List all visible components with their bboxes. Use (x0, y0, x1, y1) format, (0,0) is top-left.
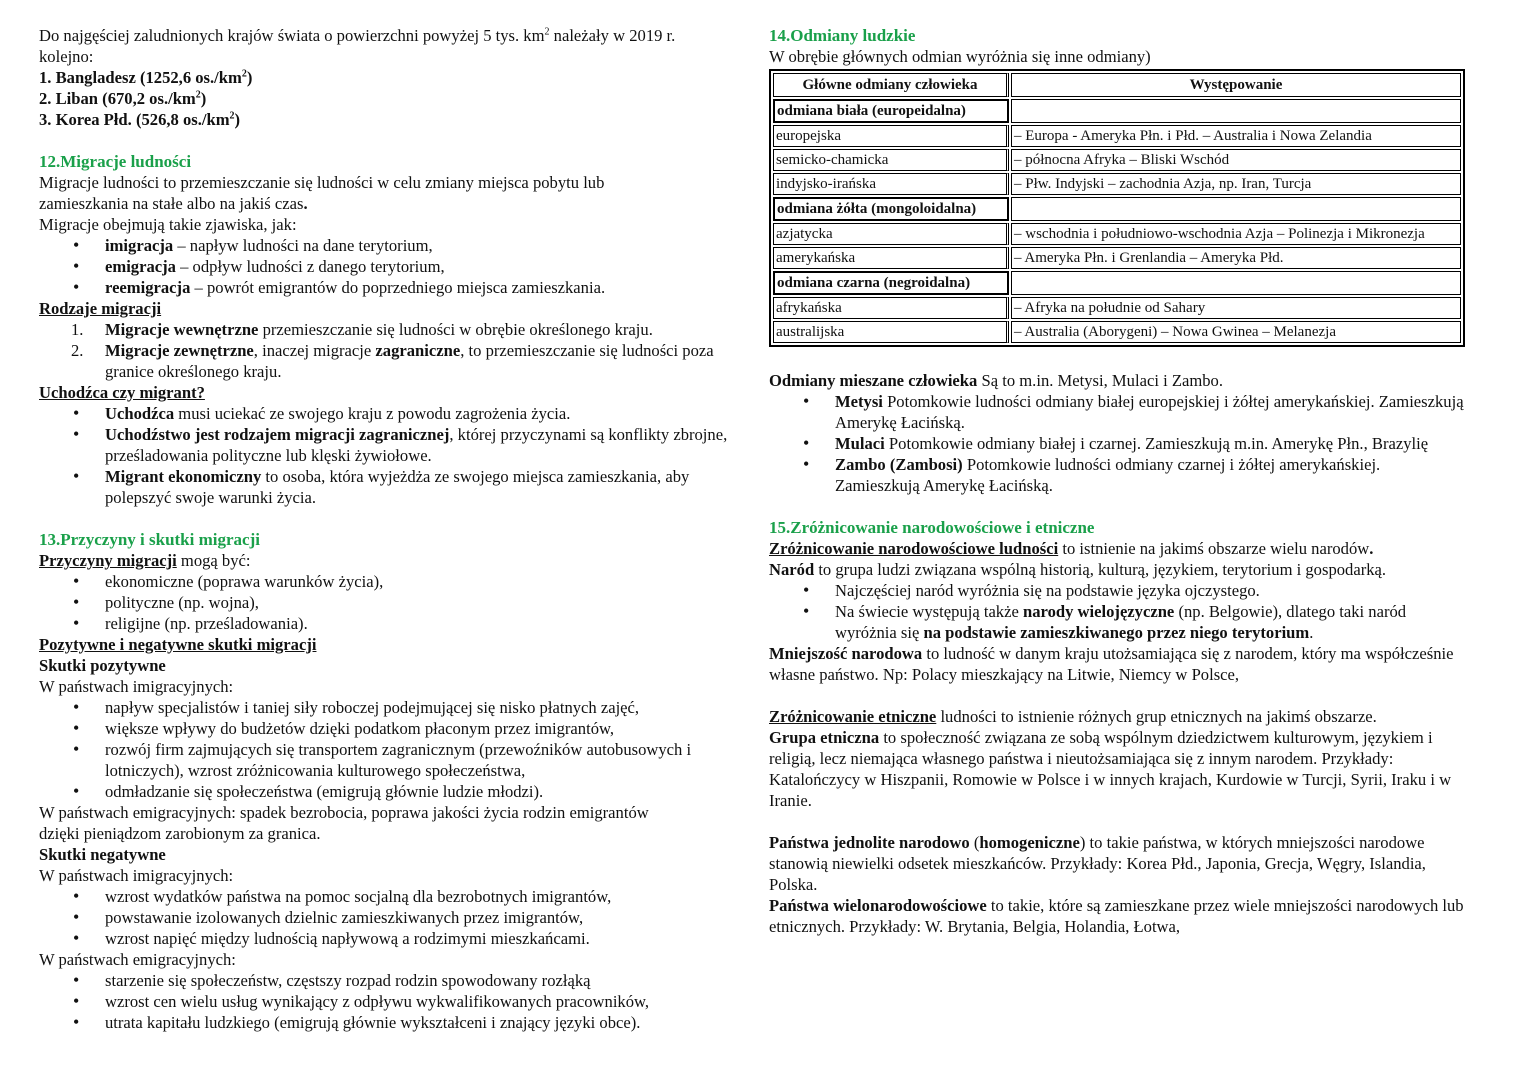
table-cell: – Ameryka Płn. i Grenlandia – Ameryka Płd. (1011, 247, 1461, 269)
list-item: • wzrost cen wielu usług wynikający z odpływu wykwalifikowanych pracowników, (105, 991, 751, 1012)
table-cell: – Afryka na południe od Sahary (1011, 297, 1461, 319)
list-item: • ekonomiczne (poprawa warunków życia), (105, 571, 751, 592)
list-item: • Zambo (Zambosi) Potomkowie ludności odmiany czarnej i żółtej amerykańskiej. Zamieszkują Amerykę Łacińską. (835, 454, 1469, 496)
causes-list (39, 571, 751, 634)
refugee-list (39, 403, 751, 508)
migration-definition-2: zamieszkania na stałe albo na jakiś czas. (39, 194, 308, 213)
table-row (773, 99, 1461, 123)
left-column (39, 25, 751, 1033)
list-item: • emigracja – odpływ ludności z danego terytorium, (105, 256, 751, 277)
migration-definition: Migracje ludności to przemieszczanie się ludności w celu zmiany miejsca pobytu lub (39, 173, 605, 192)
list-item: • Na świecie występują także narody wielojęzyczne (np. Belgowie), dlatego taki naród wyróżnia się na podstawie zamieszkiwanego przez niego terytorium. (835, 601, 1469, 643)
effects-heading: Pozytywne i negatywne skutki migracji (39, 635, 317, 654)
table-cell (1011, 99, 1461, 123)
mixed-races-intro: Odmiany mieszane człowieka Są to m.in. Metysi, Mulaci i Zambo. (769, 371, 1223, 390)
table-row (773, 297, 1461, 319)
list-item: • Migrant ekonomiczny to osoba, która wyjeżdża ze swojego miejsca zamieszkania, aby polepszyć swoje warunki życia. (105, 466, 751, 508)
table-header-cell: Występowanie (1011, 73, 1461, 97)
ranking-item: 1. Bangladesz (1252,6 $os./km^2$) (39, 68, 253, 87)
migration-phenomena-intro: Migracje obejmują takie zjawiska, jak: (39, 215, 297, 234)
intro-text: Do najgęściej zaludnionych krajów świata o powierzchni powyżej 5 tys. $km^2$ należały w 2019 r. (39, 26, 676, 45)
table-cell: – Europa - Ameryka Płn. i Płd. – Australia i Nowa Zelandia (1011, 125, 1461, 147)
national-minority-definition: Mniejszość narodowa to ludność w danym kraju utożsamiająca się z narodem, który ma współcześnie własne państwo. Np: Polacy mieszkający na Litwie, Niemcy w Polsce, (769, 644, 1454, 684)
mixed-races-list (769, 391, 1469, 496)
homogeneous-states-definition: Państwa jednolite narodowo (homogeniczne) to takie państwa, w których mniejszości narodowe stanowią niewielki odsetek mieszkańców. Przykłady: Korea Płd., Japonia, Grecja, Węgry, Islandia, Polska. (769, 833, 1426, 894)
list-item: • wzrost wydatków państwa na pomoc socjalną dla bezrobotnych imigrantów, (105, 886, 751, 907)
table-cell: odmiana biała (europeidalna) (773, 99, 1009, 123)
list-item: • utrata kapitału ludzkiego (emigrują głównie wykształceni i znający języki obce). (105, 1012, 751, 1033)
negative-emigration-list (39, 970, 751, 1033)
table-cell: afrykańska (773, 297, 1009, 319)
list-item: • reemigracja – powrót emigrantów do poprzedniego miejsca zamieszkania. (105, 277, 751, 298)
table-header-cell: Główne odmiany człowieka (773, 73, 1009, 97)
table-cell: amerykańska (773, 247, 1009, 269)
migration-types-list (39, 319, 751, 382)
table-cell: semicko-chamicka (773, 149, 1009, 171)
list-item: • Najczęściej naród wyróżnia się na podstawie języka ojczystego. (835, 580, 1469, 601)
table-row (773, 247, 1461, 269)
multinational-states-definition: Państwa wielonarodowościowe to takie, które są zamieszkane przez wiele mniejszości narodowych lub etnicznych. Przykłady: W. Brytania, Belgia, Holandia, Łotwa, (769, 896, 1464, 936)
human-races-table (769, 69, 1465, 347)
table-cell: – Australia (Aborygeni) – Nowa Gwinea – Melanezja (1011, 321, 1461, 343)
section-15-heading: 15.Zróżnicowanie narodowościowe i etniczne (769, 518, 1095, 537)
national-diversity-definition: Zróżnicowanie narodowościowe ludności to istnienie na jakimś obszarze wielu narodów. (769, 539, 1374, 558)
table-row (773, 197, 1461, 221)
table-cell: odmiana żółta (mongoloidalna) (773, 197, 1009, 221)
table-row (773, 125, 1461, 147)
table-row (773, 223, 1461, 245)
section-14-subtitle: W obrębie głównych odmian wyróżnia się inne odmiany) (769, 47, 1151, 66)
immigration-countries-label: W państwach imigracyjnych: (39, 677, 234, 696)
positive-effects-heading: Skutki pozytywne (39, 656, 166, 675)
table-cell: odmiana czarna (negroidalna) (773, 271, 1009, 295)
positive-immigration-list (39, 697, 751, 802)
list-item: • imigracja – napływ ludności na dane terytorium, (105, 235, 751, 256)
list-item: • Uchodźca musi uciekać ze swojego kraju z powodu zagrożenia życia. (105, 403, 751, 424)
list-item: • Metysi Potomkowie ludności odmiany białej europejskiej i żółtej amerykańskiej. Zamieszkują Amerykę Łacińską. (835, 391, 1469, 433)
section-14-heading: 14.Odmiany ludzkie (769, 26, 916, 45)
list-item: • powstawanie izolowanych dzielnic zamieszkiwanych przez imigrantów, (105, 907, 751, 928)
table-cell: azjatycka (773, 223, 1009, 245)
ranking-item: 3. Korea Płd. (526,8 $os./km^2$) (39, 110, 241, 129)
list-item: • religijne (np. prześladowania). (105, 613, 751, 634)
table-cell: europejska (773, 125, 1009, 147)
refugee-or-migrant-heading: Uchodźca czy migrant? (39, 383, 205, 402)
list-item: 2. Migracje zewnętrzne, inaczej migracje zagraniczne, to przemieszczanie się ludności poza granice określonego kraju. (71, 341, 714, 381)
causes-intro: Przyczyny migracji mogą być: (39, 551, 251, 570)
ethnic-diversity-definition: Zróżnicowanie etniczne ludności to istnienie różnych grup etnicznych na jakimś obszarze. (769, 707, 1377, 726)
emigration-countries-label: W państwach emigracyjnych: (39, 950, 236, 969)
list-item: • rozwój firm zajmujących się transportem zagranicznym (przewoźników autobusowych i lotniczych), wzrost zróżnicowania kulturowego społeczeństwa, (105, 739, 751, 781)
list-item: 1. Migracje wewnętrzne przemieszczanie się ludności w obrębie określonego kraju. (71, 320, 653, 339)
table-cell: – wschodnia i południowo-wschodnia Azja – Polinezja i Mikronezja (1011, 223, 1461, 245)
table-row (773, 271, 1461, 295)
ranking-item: 2. Liban (670,2 $os./km^2$) (39, 89, 207, 108)
table-header-row (773, 73, 1461, 97)
table-row (773, 149, 1461, 171)
table-cell: – północna Afryka – Bliski Wschód (1011, 149, 1461, 171)
ethnic-group-definition: Grupa etniczna to społeczność związana ze sobą wspólnym dziedzictwem kulturowym, językiem i religią, lecz niemająca własnego państwa i nieutożsamiająca się z innym narodem. Przykłady: Katalończycy w Hiszpanii, Romowie w Polsce i w innych krajach, Kurdowie w Turcji, Syrii, Iraku i w Iranie. (769, 728, 1452, 810)
positive-emigration-text-2: dzięki pieniądzom zarobionym za granica. (39, 824, 321, 843)
table-row (773, 321, 1461, 343)
list-item: • Uchodźstwo jest rodzajem migracji zagranicznej, której przyczynami są konflikty zbrojne, prześladowania polityczne lub klęski żywiołowe. (105, 424, 751, 466)
table-cell (1011, 271, 1461, 295)
intro-text-2: kolejno: (39, 47, 94, 66)
table-cell: – Płw. Indyjski – zachodnia Azja, np. Iran, Turcja (1011, 173, 1461, 195)
nation-list (769, 580, 1469, 643)
list-item: • wzrost napięć między ludnością napływową a rodzimymi mieszkańcami. (105, 928, 751, 949)
negative-effects-heading: Skutki negatywne (39, 845, 166, 864)
migration-types-heading: Rodzaje migracji (39, 299, 162, 318)
list-item: • większe wpływy do budżetów dzięki podatkom płaconym przez imigrantów, (105, 718, 751, 739)
list-item: • polityczne (np. wojna), (105, 592, 751, 613)
table-cell: indyjsko-irańska (773, 173, 1009, 195)
migration-phenomena-list (39, 235, 751, 298)
immigration-countries-label: W państwach imigracyjnych: (39, 866, 234, 885)
section-12-heading: 12.Migracje ludności (39, 152, 192, 171)
list-item: • starzenie się społeczeństw, częstszy rozpad rodzin spowodowany rozłąką (105, 970, 751, 991)
nation-definition: Naród to grupa ludzi związana wspólną historią, kulturą, językiem, terytorium i gospodarką. (769, 560, 1387, 579)
list-item: • odmładzanie się społeczeństwa (emigrują głównie ludzie młodzi). (105, 781, 751, 802)
positive-emigration-text: W państwach emigracyjnych: spadek bezrobocia, poprawa jakości życia rodzin emigrantów (39, 803, 649, 822)
section-13-heading: 13.Przyczyny i skutki migracji (39, 530, 260, 549)
density-ranking (39, 67, 751, 130)
list-item: • Mulaci Potomkowie odmiany białej i czarnej. Zamieszkują m.in. Amerykę Płn., Brazylię (835, 433, 1469, 454)
table-row (773, 173, 1461, 195)
table-cell: australijska (773, 321, 1009, 343)
list-item: • napływ specjalistów i taniej siły roboczej podejmującej się nisko płatnych zajęć, (105, 697, 751, 718)
right-column (769, 25, 1469, 937)
negative-immigration-list (39, 886, 751, 949)
table-cell (1011, 197, 1461, 221)
